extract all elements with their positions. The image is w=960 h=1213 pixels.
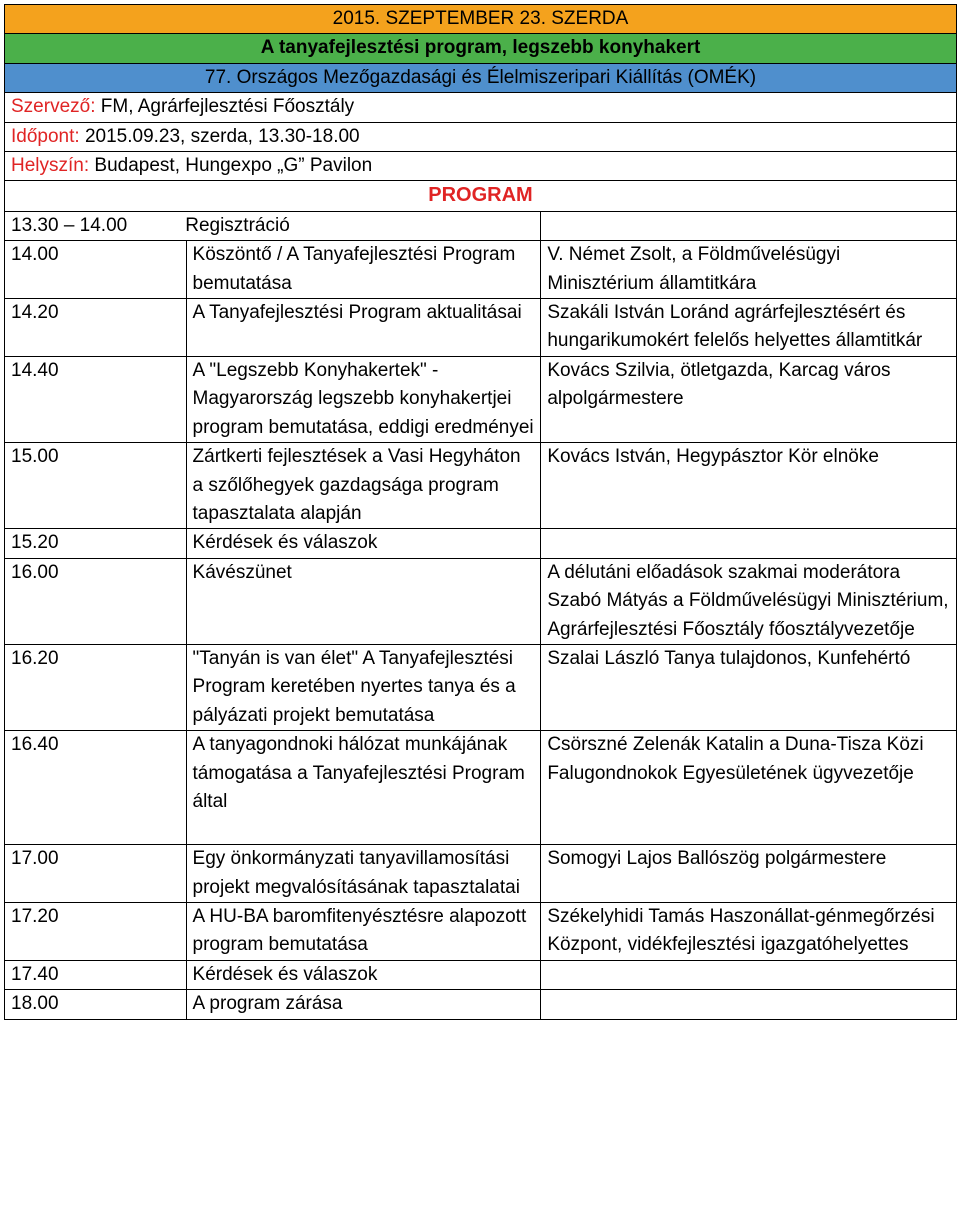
venue-cell [5,152,957,181]
schedule-row [5,529,957,558]
schedule-row [5,845,957,903]
schedule-row [5,443,957,529]
time-label: Időpont: [11,125,80,147]
schedule-row [5,731,957,845]
talk-title: Regisztráció [185,214,290,236]
schedule-row [5,356,957,442]
venue-label: Helyszín: [11,155,90,177]
speaker-cell: Kovács Szilvia, ötletgazda, Karcag város alpolgármestere [541,356,957,442]
time-cell: 14.00 [5,241,187,299]
schedule-row [5,644,957,730]
speaker-cell [541,211,957,240]
event-title: A tanyafejlesztési program, legszebb konyhakert [5,34,957,63]
info-row-organizer [5,93,957,122]
organizer-label: Szervező: [11,96,96,118]
speaker-cell [541,990,957,1019]
talk-title: A program zárása [186,990,541,1019]
talk-title: Egy önkormányzati tanyavillamosítási projekt megvalósításának tapasztalatai [186,845,541,903]
organizer-value: FM, Agrárfejlesztési Főosztály [95,96,355,118]
info-row-time [5,122,957,151]
schedule-row [5,211,957,240]
time-cell: 17.20 [5,902,187,960]
speaker-cell: V. Német Zsolt, a Földművelésügyi Minisztérium államtitkára [541,241,957,299]
date-banner: 2015. SZEPTEMBER 23. SZERDA [5,5,957,34]
title-row [5,34,957,63]
speaker-cell: Székelyhidi Tamás Haszonállat-génmegőrzési Központ, vidékfejlesztési igazgatóhelyettes [541,902,957,960]
talk-title: Kávészünet [186,558,541,644]
time-value: 2015.09.23, szerda, 13.30-18.00 [79,125,360,147]
schedule-row [5,990,957,1019]
speaker-cell: Szalai László Tanya tulajdonos, Kunfehértó [541,644,957,730]
schedule-row [5,299,957,357]
speaker-cell: A délutáni előadások szakmai moderátora Szabó Mátyás a Földművelésügyi Minisztérium, Agrárfejlesztési Főosztály főosztályvezetője [541,558,957,644]
talk-title: Köszöntő / A Tanyafejlesztési Program bemutatása [186,241,541,299]
program-heading-row [5,181,957,211]
talk-title: A tanyagondnoki hálózat munkájának támogatása a Tanyafejlesztési Program által [186,731,541,845]
schedule-row [5,960,957,989]
time-cell [5,122,957,151]
date-row [5,5,957,34]
speaker-cell: Szakáli István Loránd agrárfejlesztésért és hungarikumokért felelős helyettes államtitkár [541,299,957,357]
time-cell: 13.30 – 14.00 [11,214,128,236]
time-cell: 14.40 [5,356,187,442]
time-cell: 16.40 [5,731,187,845]
exhibition-name: 77. Országos Mezőgazdasági és Élelmiszeripari Kiállítás (OMÉK) [5,63,957,92]
speaker-cell: Csörszné Zelenák Katalin a Duna-Tisza Közi Falugondnokok Egyesületének ügyvezetője [541,731,957,845]
schedule-row [5,241,957,299]
talk-title: A "Legszebb Konyhakertek" - Magyarország legszebb konyhakertjei program bemutatása, eddigi eredményei [186,356,541,442]
program-heading: PROGRAM [428,184,533,207]
time-cell: 16.00 [5,558,187,644]
time-cell: 17.40 [5,960,187,989]
organizer-cell [5,93,957,122]
time-cell: 15.00 [5,443,187,529]
schedule-row [5,558,957,644]
talk-title: "Tanyán is van élet" A Tanyafejlesztési Program keretében nyertes tanya és a pályázati projekt bemutatása [186,644,541,730]
time-cell: 18.00 [5,990,187,1019]
talk-title: Zártkerti fejlesztések a Vasi Hegyháton a szőlőhegyek gazdagsága program tapasztalata alapján [186,443,541,529]
time-cell: 14.20 [5,299,187,357]
program-heading-cell [5,181,957,211]
speaker-cell [541,529,957,558]
talk-title: Kérdések és válaszok [186,529,541,558]
talk-title: A Tanyafejlesztési Program aktualitásai [186,299,541,357]
talk-title: Kérdések és válaszok [186,960,541,989]
info-row-venue [5,152,957,181]
program-table [4,4,957,1020]
talk-title: A HU-BA baromfitenyésztésre alapozott program bemutatása [186,902,541,960]
speaker-cell: Kovács István, Hegypásztor Kör elnöke [541,443,957,529]
exhibition-row [5,63,957,92]
time-cell: 15.20 [5,529,187,558]
speaker-cell: Somogyi Lajos Ballószög polgármestere [541,845,957,903]
registration-cell [5,211,541,240]
time-cell: 16.20 [5,644,187,730]
schedule-row [5,902,957,960]
time-cell: 17.00 [5,845,187,903]
venue-value: Budapest, Hungexpo „G” Pavilon [89,155,373,177]
speaker-cell [541,960,957,989]
